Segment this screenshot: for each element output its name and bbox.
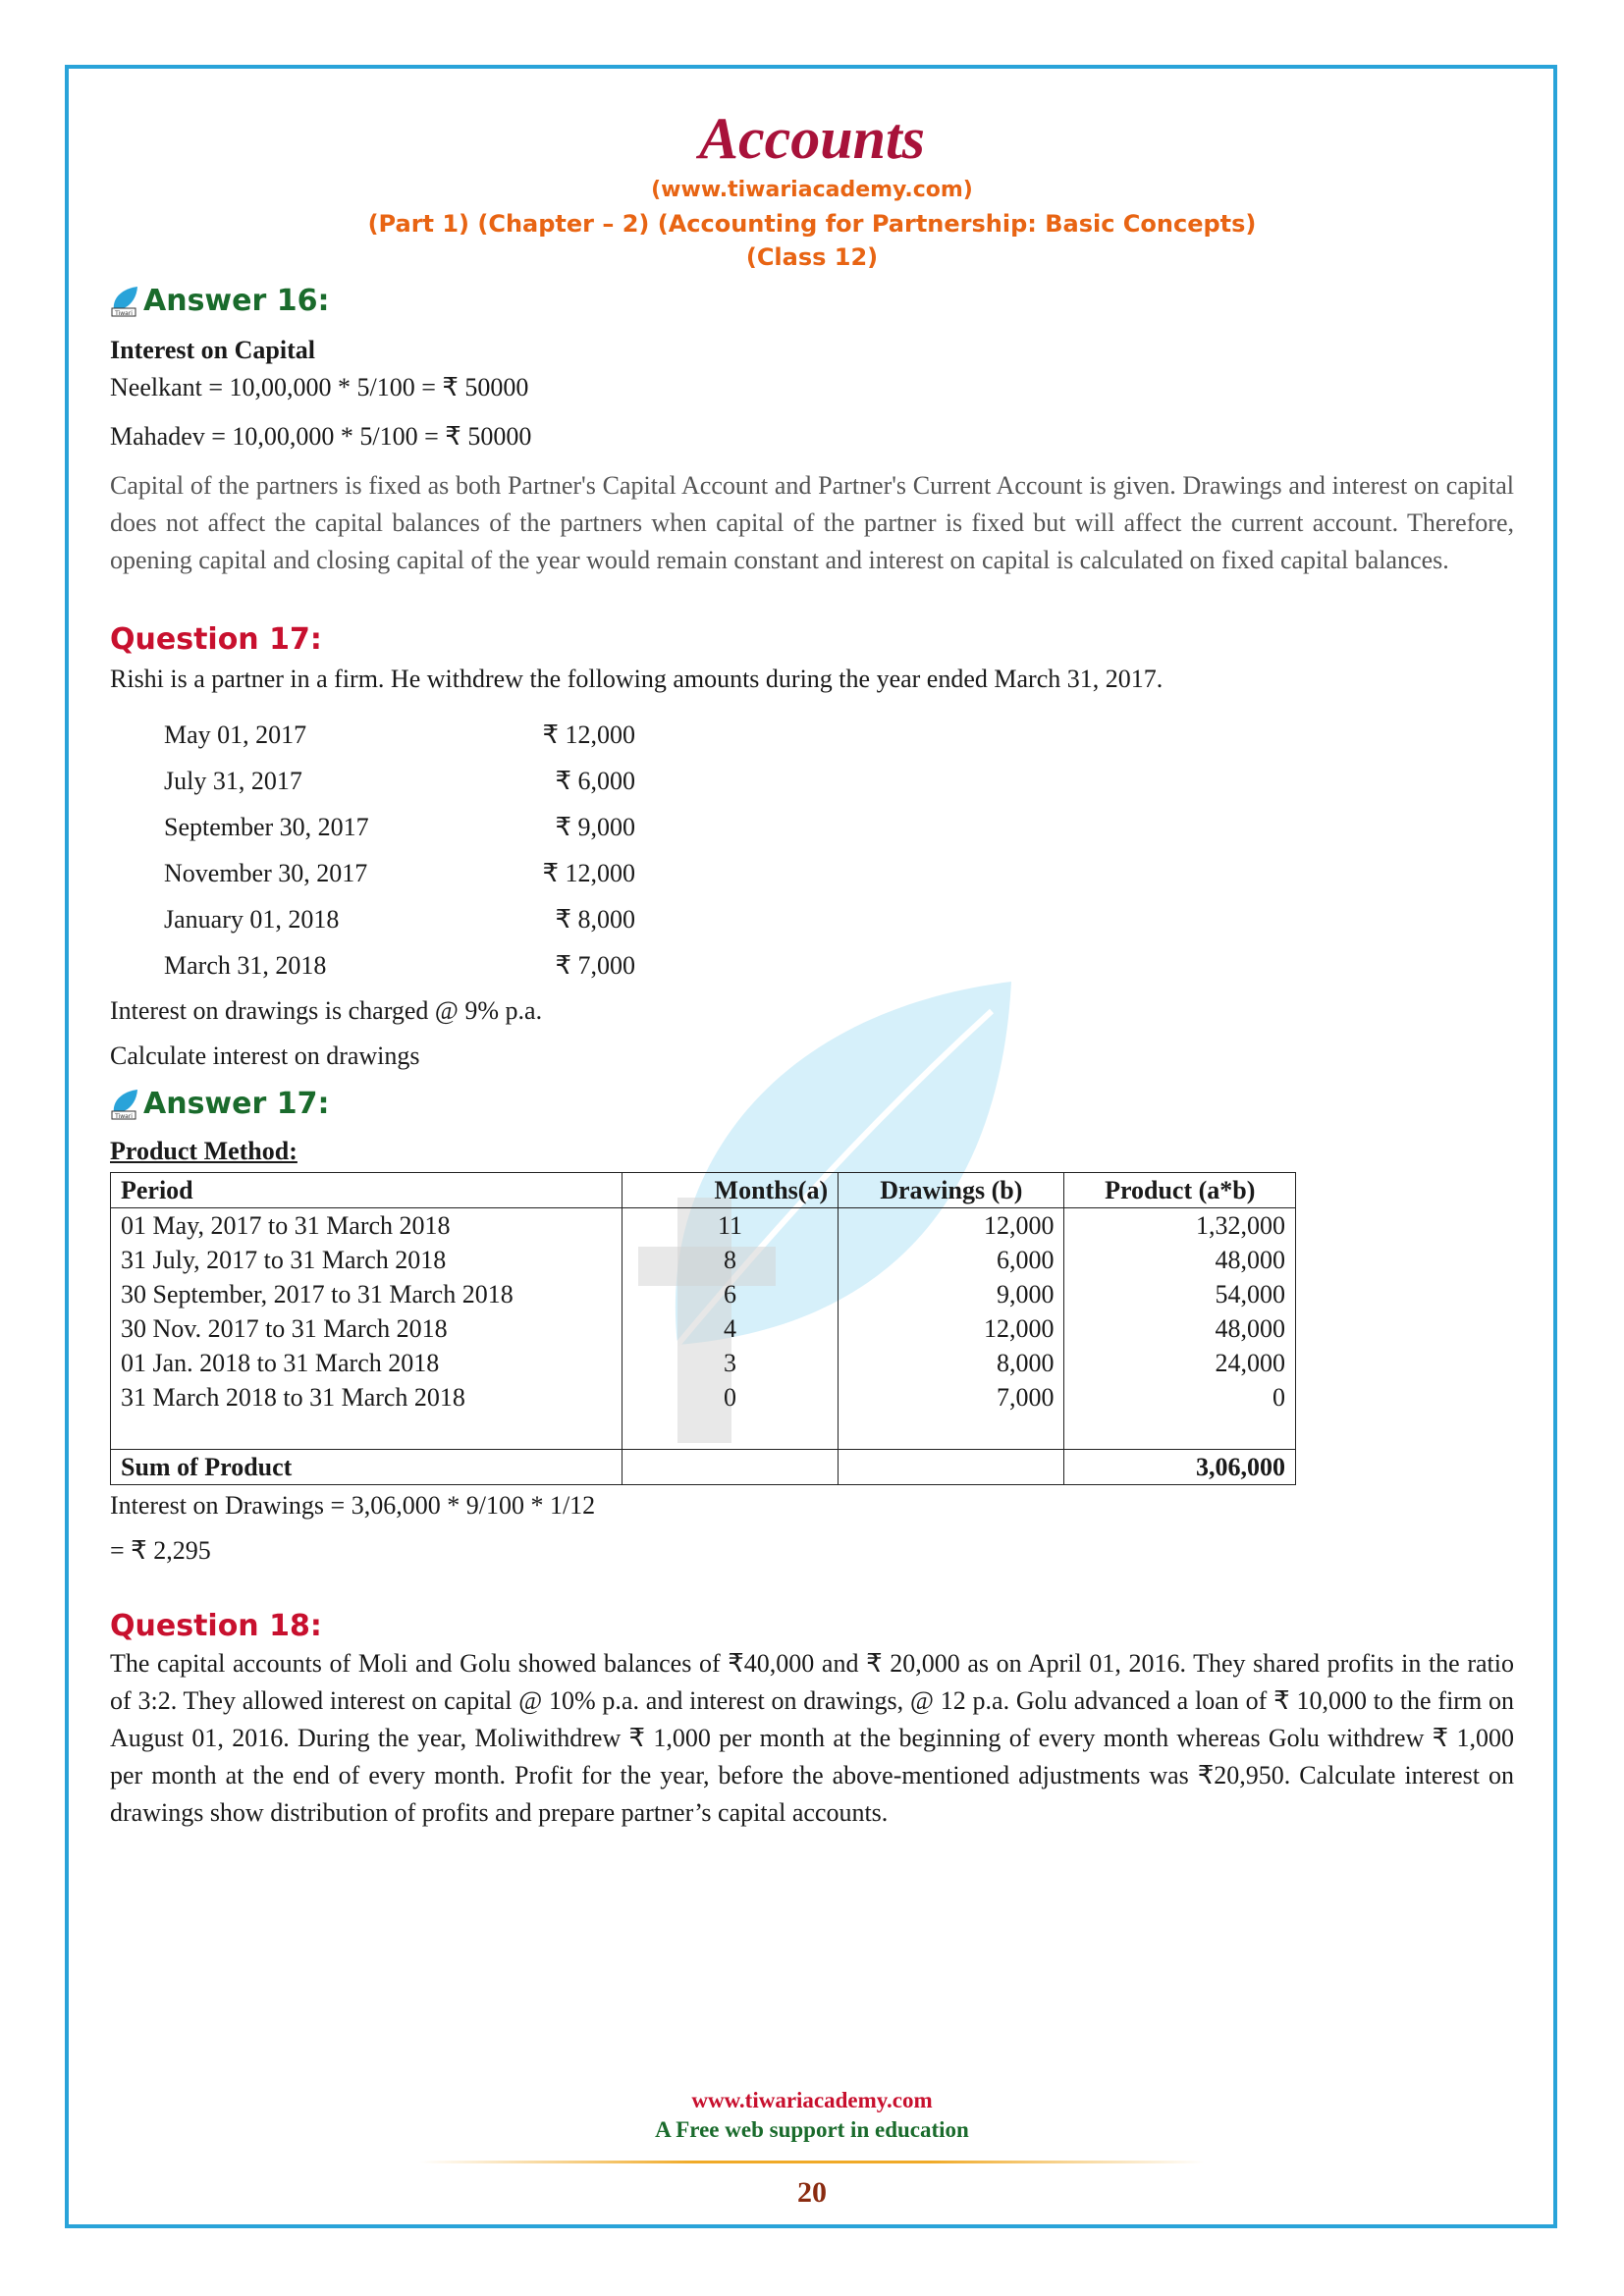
drawing-amount: ₹ 6,000 [555, 767, 635, 795]
table-row [111, 1208, 1296, 1244]
answer-16-heading [110, 284, 1514, 318]
drawing-date: November 30, 2017 [164, 859, 368, 887]
cell-drawings: 9,000 [839, 1277, 1064, 1311]
sum-value: 3,06,000 [1064, 1450, 1296, 1485]
page-title: Accounts [698, 106, 926, 171]
footer-divider [419, 2161, 1205, 2163]
cell-product: 48,000 [1064, 1311, 1296, 1346]
page-header [110, 103, 1514, 274]
table-row [111, 1311, 1296, 1346]
cell-period: 30 Nov. 2017 to 31 March 2018 [111, 1311, 623, 1346]
footer-site-link[interactable]: www.tiwariacademy.com [691, 2088, 933, 2112]
cell-drawings: 8,000 [839, 1346, 1064, 1380]
sum-label: Sum of Product [111, 1450, 623, 1485]
drawing-row [164, 758, 1514, 804]
table-row [111, 1277, 1296, 1311]
drawing-amount: ₹ 7,000 [555, 951, 635, 980]
drawing-date: May 01, 2017 [164, 721, 307, 749]
drawing-amount: ₹ 12,000 [542, 859, 635, 887]
calculate-line: Calculate interest on drawings [110, 1041, 420, 1070]
table-row [111, 1380, 1296, 1415]
cell-product: 24,000 [1064, 1346, 1296, 1380]
interest-calc-line: Interest on Drawings = 3,06,000 * 9/100 * 1/12 [110, 1491, 596, 1520]
cell-months: 3 [622, 1346, 838, 1380]
tiwari-leaf-icon [110, 285, 139, 318]
svg-text:Tiwari: Tiwari [115, 1112, 133, 1120]
drawing-amount: ₹ 8,000 [555, 905, 635, 934]
cell-drawings: 12,000 [839, 1208, 1064, 1244]
cell-months: 11 [622, 1208, 838, 1244]
page-number: 20 [797, 2176, 827, 2209]
drawing-date: January 01, 2018 [164, 905, 340, 934]
answer-17-heading [110, 1087, 1514, 1121]
drawing-amount: ₹ 12,000 [542, 721, 635, 749]
question-17-title: Question 17: [110, 622, 322, 657]
neelkant-calc: Neelkant = 10,00,000 * 5/100 = ₹ 50000 [110, 373, 529, 401]
cell-drawings: 6,000 [839, 1243, 1064, 1277]
drawings-list [164, 712, 1514, 988]
column-header-months: Months(a) [622, 1173, 838, 1208]
drawing-row [164, 896, 1514, 942]
tiwari-leaf-icon [110, 1088, 139, 1121]
cell-period: 01 May, 2017 to 31 March 2018 [111, 1208, 623, 1244]
table-sum-row [111, 1450, 1296, 1485]
drawing-row [164, 850, 1514, 896]
chapter-line: (Part 1) (Chapter – 2) (Accounting for Partnership: Basic Concepts) [367, 210, 1257, 238]
cell-months: 4 [622, 1311, 838, 1346]
answer-16-explanation: Capital of the partners is fixed as both Partner's Capital Account and Partner's Current Account is given. Drawings and interest on capital does not affect the capital balances of the partners when capital of the partner is fixed but will affect the current account. Therefore, opening capital and closing capital of the year would remain constant and interest on capital is calculated on fixed capital balances. [110, 471, 1514, 574]
table-row [111, 1346, 1296, 1380]
product-method-heading: Product Method: [110, 1137, 298, 1165]
drawing-row [164, 942, 1514, 988]
page-footer [0, 2086, 1624, 2213]
drawing-amount: ₹ 9,000 [555, 813, 635, 841]
question-18-text: The capital accounts of Moli and Golu showed balances of ₹40,000 and ₹ 20,000 as on April 01, 2016. They shared profits in the ratio of 3:2. They allowed interest on capital @ 10% p.a. and interest on drawings, @ 12 p.a. Golu advanced a loan of ₹ 10,000 to the firm on August 01, 2016. During the year, Moliwithdrew ₹ 1,000 per month at the beginning of every month whereas Golu withdrew ₹ 1,000 per month at the end of every month. Profit for the year, before the above-mentioned adjustments was ₹20,950. Calculate interest on drawings show distribution of profits and prepare partner’s capital accounts. [110, 1649, 1514, 1827]
column-header-product: Product (a*b) [1064, 1173, 1296, 1208]
drawing-date: September 30, 2017 [164, 813, 369, 841]
drawing-date: March 31, 2018 [164, 951, 327, 980]
cell-period: 31 March 2018 to 31 March 2018 [111, 1380, 623, 1415]
cell-period: 30 September, 2017 to 31 March 2018 [111, 1277, 623, 1311]
cell-period: 31 July, 2017 to 31 March 2018 [111, 1243, 623, 1277]
answer-17-title: Answer 17: [143, 1087, 330, 1121]
interest-rate-line: Interest on drawings is charged @ 9% p.a. [110, 996, 543, 1025]
table-spacer-row [111, 1415, 1296, 1450]
cell-drawings: 12,000 [839, 1311, 1064, 1346]
cell-drawings: 7,000 [839, 1380, 1064, 1415]
product-method-table [110, 1172, 1296, 1485]
cell-months: 0 [622, 1380, 838, 1415]
cell-product: 1,32,000 [1064, 1208, 1296, 1244]
drawing-row [164, 712, 1514, 758]
answer-16-title: Answer 16: [143, 284, 330, 318]
cell-product: 48,000 [1064, 1243, 1296, 1277]
question-17-intro: Rishi is a partner in a firm. He withdrew the following amounts during the year ended March 31, 2017. [110, 665, 1164, 693]
site-link[interactable]: (www.tiwariacademy.com) [651, 178, 973, 202]
drawing-date: July 31, 2017 [164, 767, 302, 795]
interest-on-capital-heading: Interest on Capital [110, 336, 315, 364]
interest-result-line: = ₹ 2,295 [110, 1536, 211, 1565]
class-line: (Class 12) [745, 243, 879, 271]
table-header-row [111, 1173, 1296, 1208]
cell-months: 8 [622, 1243, 838, 1277]
question-18-title: Question 18: [110, 1609, 322, 1643]
page-content [110, 93, 1514, 1832]
drawing-row [164, 804, 1514, 850]
column-header-drawings: Drawings (b) [839, 1173, 1064, 1208]
cell-months: 6 [622, 1277, 838, 1311]
mahadev-calc: Mahadev = 10,00,000 * 5/100 = ₹ 50000 [110, 422, 532, 451]
svg-text:Tiwari: Tiwari [115, 309, 133, 317]
table-row [111, 1243, 1296, 1277]
cell-product: 54,000 [1064, 1277, 1296, 1311]
cell-product: 0 [1064, 1380, 1296, 1415]
cell-period: 01 Jan. 2018 to 31 March 2018 [111, 1346, 623, 1380]
footer-tagline: A Free web support in education [655, 2117, 969, 2142]
column-header-period: Period [111, 1173, 623, 1208]
